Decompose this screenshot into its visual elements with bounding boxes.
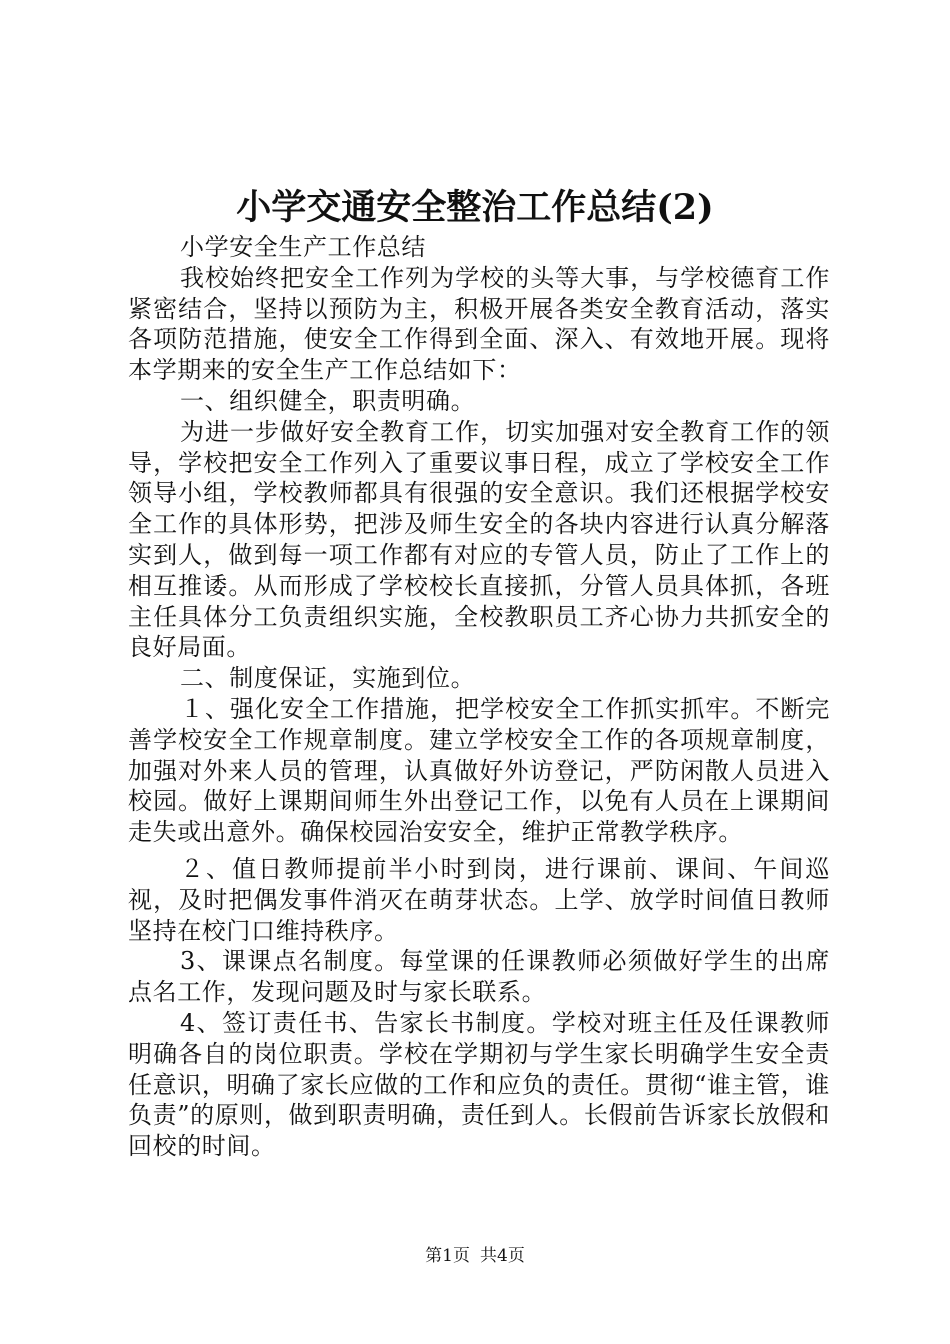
section-heading-2: 二、制度保证，实施到位。 — [180, 664, 476, 693]
paragraph-item-1: １、强化安全工作措施，把学校安全工作抓实抓牢。不断完善学校安全工作规章制度。建立学校安全工作的各项规章制度，加强对外来人员的管理，认真做好外访登记，严防闲散人员进入校园。做好上课期间师生外出登记工作，以免有人员在上课期间走失或出意外。确保校园治安安全，维护正常教学秩序。 — [128, 694, 830, 847]
paragraph-item-2: ２、值日教师提前半小时到岗，进行课前、课间、午间巡视，及时把偶发事件消灭在萌芽状态。上学、放学时间值日教师坚持在校门口维持秩序。 — [128, 854, 830, 945]
paragraph-intro: 我校始终把安全工作列为学校的头等大事，与学校德育工作紧密结合，坚持以预防为主，积极开展各类安全教育活动，落实各项防范措施，使安全工作得到全面、深入、有效地开展。现将本学期来的安全生产工作总结如下： — [128, 263, 830, 385]
page-footer — [0, 1244, 950, 1268]
page-total: 共4页 — [480, 1246, 525, 1266]
paragraph-item-4: 4、签订责任书、告家长书制度。学校对班主任及任课教师明确各自的岗位职责。学校在学期初与学生家长明确学生安全责任意识，明确了家长应做的工作和应负的责任。贯彻“谁主管，谁负责”的原则，做到职责明确，责任到人。长假前告诉家长放假和回校的时间。 — [128, 1008, 830, 1161]
document-body — [128, 232, 830, 1162]
document-title: 小学交通安全整治工作总结(2) — [236, 187, 714, 228]
section-heading-1: 一、组织健全，职责明确。 — [180, 386, 476, 415]
page-number: 第1页 — [425, 1246, 470, 1266]
paragraph-organization: 为进一步做好安全教育工作，切实加强对安全教育工作的领导，学校把安全工作列入了重要议事日程，成立了学校安全工作领导小组，学校教师都具有很强的安全意识。我们还根据学校安全工作的具体形势，把涉及师生安全的各块内容进行认真分解落实到人，做到每一项工作都有对应的专管人员，防止了工作上的相互推诿。从而形成了学校校长直接抓，分管人员具体抓，各班主任具体分工负责组织实施，全校教职员工齐心协力共抓安全的良好局面。 — [128, 417, 830, 662]
paragraph-item-3: 3、课课点名制度。每堂课的任课教师必须做好学生的出席点名工作，发现问题及时与家长联系。 — [128, 947, 830, 1007]
paragraph-subtitle: 小学安全生产工作总结 — [180, 233, 426, 261]
